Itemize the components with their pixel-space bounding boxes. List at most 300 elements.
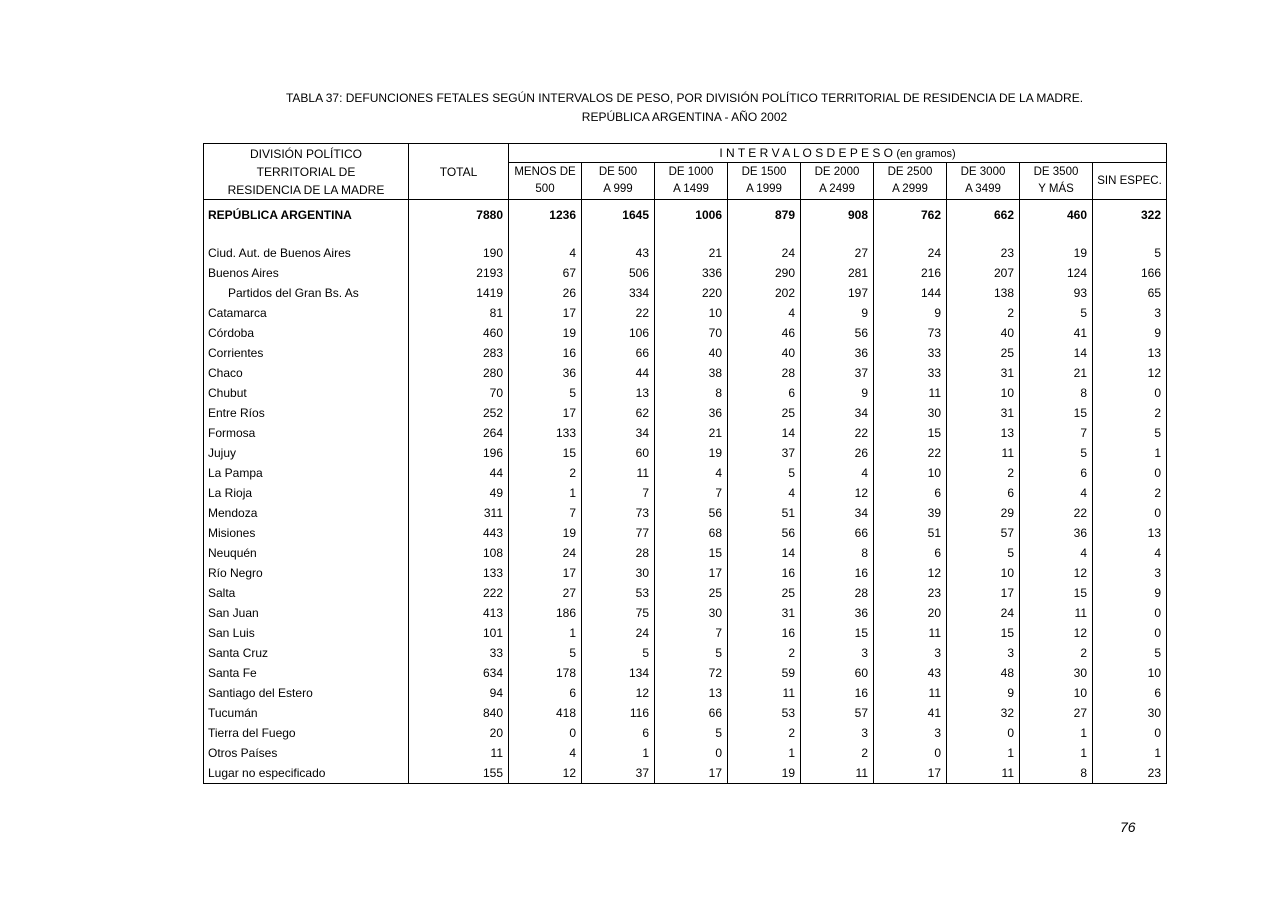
cell-value: 13 [1093, 343, 1167, 363]
cell-value: 186 [509, 603, 582, 623]
cell-value: 3 [874, 723, 947, 743]
cell-value: 15 [801, 623, 874, 643]
cell-value: 53 [582, 583, 655, 603]
cell-value: 73 [874, 323, 947, 343]
cell-value: 4 [509, 243, 582, 263]
cell-value: 30 [1020, 663, 1093, 683]
cell-value: 3 [801, 643, 874, 663]
table-row [204, 743, 1167, 763]
cell-value: 196 [409, 443, 509, 463]
cell-value: 1 [1020, 743, 1093, 763]
cell-value: 10 [655, 303, 728, 323]
row-label: Misiones [208, 526, 256, 540]
total-header-cell: TOTAL [409, 144, 509, 200]
cell-value: 43 [874, 663, 947, 683]
row-label: Otros Países [208, 746, 278, 760]
cell-value: 6 [509, 683, 582, 703]
cell-value: 840 [409, 703, 509, 723]
cell-value: 4 [801, 463, 874, 483]
cell-value: 2 [1020, 643, 1093, 663]
cell-value: 11 [874, 383, 947, 403]
cell-value: 4 [1093, 543, 1167, 563]
row-label: San Luis [208, 626, 255, 640]
cell-value: 3 [1093, 563, 1167, 583]
cell-value: 19 [655, 443, 728, 463]
cell-value: 17 [509, 563, 582, 583]
cell-value: 11 [728, 683, 801, 703]
cell-value: 1 [582, 743, 655, 763]
cell-value: 0 [1093, 383, 1167, 403]
cell-value: 1 [509, 623, 582, 643]
cell-value: 32 [947, 703, 1020, 723]
cell-value: 1236 [509, 200, 582, 231]
cell-value: 6 [947, 483, 1020, 503]
cell-value: 34 [801, 403, 874, 423]
cell-value: 19 [728, 763, 801, 784]
cell-value: 70 [409, 383, 509, 403]
cell-value: 1 [947, 743, 1020, 763]
cell-value: 72 [655, 663, 728, 683]
cell-value: 14 [728, 543, 801, 563]
cell-value: 27 [1020, 703, 1093, 723]
cell-value: 10 [947, 383, 1020, 403]
cell-value: 322 [1093, 200, 1167, 231]
cell-value: 24 [874, 243, 947, 263]
cell-value: 12 [874, 563, 947, 583]
cell-value: 634 [409, 663, 509, 683]
table-row [204, 723, 1167, 743]
cell-value: 21 [1020, 363, 1093, 383]
cell-value: 41 [874, 703, 947, 723]
cell-value: 178 [509, 663, 582, 683]
cell-value: 30 [582, 563, 655, 583]
table-title [203, 89, 1166, 127]
row-label: Jujuy [208, 446, 237, 460]
cell-value: 334 [582, 283, 655, 303]
cell-value: 16 [801, 683, 874, 703]
cell-value: 5 [1020, 443, 1093, 463]
cell-value: 7 [582, 483, 655, 503]
row-label: REPÚBLICA ARGENTINA [208, 208, 352, 222]
cell-value: 280 [409, 363, 509, 383]
cell-value: 10 [947, 563, 1020, 583]
row-label: Santa Fe [208, 666, 257, 680]
table-row [204, 443, 1167, 463]
cell-value: 283 [409, 343, 509, 363]
cell-value: 31 [947, 403, 1020, 423]
cell-value: 10 [874, 463, 947, 483]
interval-header-0: MENOS DE 500 [509, 163, 582, 200]
cell-value: 2 [728, 643, 801, 663]
cell-value: 34 [582, 423, 655, 443]
cell-value: 14 [728, 423, 801, 443]
cell-value: 77 [582, 523, 655, 543]
interval-header-2: DE 1000 A 1499 [655, 163, 728, 200]
cell-value: 24 [947, 603, 1020, 623]
cell-value: 134 [582, 663, 655, 683]
interval-header-6: DE 3000 A 3499 [947, 163, 1020, 200]
cell-value: 66 [801, 523, 874, 543]
cell-value: 5 [947, 543, 1020, 563]
row-label: La Rioja [208, 486, 253, 500]
table-row [204, 663, 1167, 683]
cell-value: 30 [655, 603, 728, 623]
cell-value: 4 [1020, 543, 1093, 563]
cell-value: 10 [1093, 663, 1167, 683]
cell-value: 24 [582, 623, 655, 643]
intervals-group-header [509, 144, 1167, 163]
cell-value: 56 [728, 523, 801, 543]
cell-value: 155 [409, 763, 509, 784]
table-row [204, 583, 1167, 603]
cell-value: 311 [409, 503, 509, 523]
row-label: Mendoza [208, 506, 258, 520]
cell-value: 21 [655, 423, 728, 443]
cell-value: 40 [655, 343, 728, 363]
cell-value: 3 [1093, 303, 1167, 323]
table-row [204, 283, 1167, 303]
cell-value: 38 [655, 363, 728, 383]
table-row [204, 463, 1167, 483]
cell-value: 27 [509, 583, 582, 603]
cell-value: 202 [728, 283, 801, 303]
interval-header-1: DE 500 A 999 [582, 163, 655, 200]
table-row [204, 603, 1167, 623]
cell-value: 252 [409, 403, 509, 423]
table-row [204, 523, 1167, 543]
cell-value: 12 [1020, 623, 1093, 643]
cell-value: 16 [801, 563, 874, 583]
cell-value: 7 [655, 623, 728, 643]
interval-header-7: DE 3500 Y MÁS [1020, 163, 1093, 200]
cell-value: 28 [728, 363, 801, 383]
cell-value: 108 [409, 543, 509, 563]
cell-value: 26 [509, 283, 582, 303]
cell-value: 22 [801, 423, 874, 443]
table-row [204, 763, 1167, 784]
cell-value: 48 [947, 663, 1020, 683]
cell-value: 56 [655, 503, 728, 523]
cell-value: 10 [1020, 683, 1093, 703]
cell-value: 30 [874, 403, 947, 423]
intervals-group-label: I N T E R V A L O S D E P E S O [719, 146, 893, 160]
row-label: Tierra del Fuego [208, 726, 296, 740]
cell-value: 24 [509, 543, 582, 563]
cell-value: 57 [801, 703, 874, 723]
table-row [204, 643, 1167, 663]
cell-value: 16 [728, 623, 801, 643]
cell-value: 12 [509, 763, 582, 784]
cell-value: 37 [582, 763, 655, 784]
cell-value: 15 [1020, 403, 1093, 423]
cell-value: 53 [728, 703, 801, 723]
cell-value: 25 [947, 343, 1020, 363]
cell-value: 460 [1020, 200, 1093, 231]
cell-value: 9 [874, 303, 947, 323]
cell-value: 26 [801, 443, 874, 463]
cell-value: 66 [582, 343, 655, 363]
cell-value: 7 [655, 483, 728, 503]
header-row-group [204, 144, 1167, 163]
cell-value: 62 [582, 403, 655, 423]
row-label: San Juan [208, 606, 259, 620]
cell-value: 133 [409, 563, 509, 583]
cell-value: 5 [509, 643, 582, 663]
cell-value: 443 [409, 523, 509, 543]
cell-value: 106 [582, 323, 655, 343]
cell-value: 216 [874, 263, 947, 283]
table-row [204, 263, 1167, 283]
row-label: Entre Ríos [208, 406, 265, 420]
cell-value: 17 [874, 763, 947, 784]
cell-value: 17 [655, 763, 728, 784]
cell-value: 207 [947, 263, 1020, 283]
cell-value: 40 [728, 343, 801, 363]
row-header-line2: TERRITORIAL DE [256, 164, 356, 179]
cell-value: 2 [947, 303, 1020, 323]
cell-value: 21 [655, 243, 728, 263]
cell-value: 29 [947, 503, 1020, 523]
cell-value: 11 [582, 463, 655, 483]
cell-value: 13 [582, 383, 655, 403]
cell-value: 12 [582, 683, 655, 703]
cell-value: 1645 [582, 200, 655, 231]
cell-value: 33 [409, 643, 509, 663]
cell-value: 662 [947, 200, 1020, 231]
cell-value: 94 [409, 683, 509, 703]
cell-value: 460 [409, 323, 509, 343]
cell-value: 28 [582, 543, 655, 563]
interval-header-5: DE 2500 A 2999 [874, 163, 947, 200]
cell-value: 8 [801, 543, 874, 563]
table-row [204, 303, 1167, 323]
cell-value: 31 [947, 363, 1020, 383]
table-row [204, 383, 1167, 403]
cell-value: 101 [409, 623, 509, 643]
cell-value: 22 [582, 303, 655, 323]
cell-value: 67 [509, 263, 582, 283]
cell-value: 908 [801, 200, 874, 231]
cell-value: 197 [801, 283, 874, 303]
row-label: Buenos Aires [208, 266, 279, 280]
table-row [204, 403, 1167, 423]
cell-value: 222 [409, 583, 509, 603]
cell-value: 11 [874, 623, 947, 643]
cell-value: 60 [582, 443, 655, 463]
cell-value: 2 [509, 463, 582, 483]
cell-value: 49 [409, 483, 509, 503]
cell-value: 1 [1093, 443, 1167, 463]
interval-header-3: DE 1500 A 1999 [728, 163, 801, 200]
title-line1: TABLA 37: DEFUNCIONES FETALES SEGÚN INTERVALOS DE PESO, POR DIVISIÓN POLÍTICO TERRITORIAL DE RESIDENCIA DE LA MADRE. [285, 91, 1084, 105]
cell-value: 36 [1020, 523, 1093, 543]
cell-value: 30 [1093, 703, 1167, 723]
cell-value: 36 [509, 363, 582, 383]
cell-value: 60 [801, 663, 874, 683]
cell-value: 36 [801, 603, 874, 623]
cell-value: 66 [655, 703, 728, 723]
cell-value: 336 [655, 263, 728, 283]
cell-value: 31 [728, 603, 801, 623]
cell-value: 2 [947, 463, 1020, 483]
table-header [204, 144, 1167, 200]
cell-value: 264 [409, 423, 509, 443]
cell-value: 19 [509, 523, 582, 543]
cell-value: 1 [728, 743, 801, 763]
cell-value: 4 [728, 303, 801, 323]
row-header-cell [204, 144, 409, 200]
cell-value: 1006 [655, 200, 728, 231]
cell-value: 0 [655, 743, 728, 763]
cell-value: 22 [1020, 503, 1093, 523]
row-label: Córdoba [208, 326, 255, 340]
cell-value: 14 [1020, 343, 1093, 363]
table-row [204, 323, 1167, 343]
cell-value: 5 [728, 463, 801, 483]
cell-value: 3 [947, 643, 1020, 663]
cell-value: 40 [947, 323, 1020, 343]
cell-value: 0 [1093, 463, 1167, 483]
cell-value: 2 [1093, 483, 1167, 503]
cell-value: 0 [874, 743, 947, 763]
cell-value: 17 [509, 303, 582, 323]
cell-value: 27 [801, 243, 874, 263]
interval-header-4: DE 2000 A 2499 [801, 163, 874, 200]
cell-value: 5 [1093, 423, 1167, 443]
cell-value: 37 [801, 363, 874, 383]
table-row [204, 683, 1167, 703]
table-row [204, 623, 1167, 643]
cell-value: 23 [1093, 763, 1167, 784]
cell-value: 59 [728, 663, 801, 683]
row-label: Ciud. Aut. de Buenos Aires [208, 246, 351, 260]
cell-value: 68 [655, 523, 728, 543]
cell-value: 879 [728, 200, 801, 231]
cell-value: 6 [728, 383, 801, 403]
cell-value: 9 [1093, 323, 1167, 343]
row-header-line3: RESIDENCIA DE LA MADRE [227, 182, 385, 197]
cell-value: 51 [874, 523, 947, 543]
page-number: 76 [1120, 819, 1136, 835]
cell-value: 6 [1093, 683, 1167, 703]
cell-value: 4 [509, 743, 582, 763]
cell-value: 4 [655, 463, 728, 483]
cell-value: 15 [874, 423, 947, 443]
cell-value: 51 [728, 503, 801, 523]
cell-value: 3 [874, 643, 947, 663]
cell-value: 13 [655, 683, 728, 703]
cell-value: 44 [409, 463, 509, 483]
row-label: Santa Cruz [208, 646, 269, 660]
cell-value: 8 [1020, 383, 1093, 403]
cell-value: 133 [509, 423, 582, 443]
cell-value: 6 [582, 723, 655, 743]
cell-value: 12 [1093, 363, 1167, 383]
cell-value: 25 [655, 583, 728, 603]
cell-value: 36 [655, 403, 728, 423]
cell-value: 44 [582, 363, 655, 383]
cell-value: 6 [874, 483, 947, 503]
cell-value: 138 [947, 283, 1020, 303]
cell-value: 70 [655, 323, 728, 343]
cell-value: 19 [509, 323, 582, 343]
title-line2: REPÚBLICA ARGENTINA - AÑO 2002 [581, 110, 788, 124]
cell-value: 144 [874, 283, 947, 303]
spacer-row [204, 230, 1167, 243]
cell-value: 1419 [409, 283, 509, 303]
row-label: Formosa [208, 426, 256, 440]
intervals-group-unit: (en gramos) [896, 148, 956, 160]
cell-value: 2 [801, 743, 874, 763]
cell-value: 9 [801, 303, 874, 323]
cell-value: 0 [1093, 723, 1167, 743]
cell-value: 7 [509, 503, 582, 523]
cell-value: 25 [728, 403, 801, 423]
cell-value: 33 [874, 363, 947, 383]
cell-value: 23 [874, 583, 947, 603]
cell-value: 25 [728, 583, 801, 603]
data-table [203, 143, 1167, 784]
cell-value: 124 [1020, 263, 1093, 283]
cell-value: 13 [947, 423, 1020, 443]
cell-value: 506 [582, 263, 655, 283]
cell-value: 116 [582, 703, 655, 723]
table-row [204, 483, 1167, 503]
cell-value: 4 [1020, 483, 1093, 503]
row-label: Lugar no especificado [208, 766, 326, 780]
interval-header-8: SIN ESPEC. [1093, 163, 1167, 200]
row-label: Neuquén [208, 546, 257, 560]
cell-value: 5 [655, 643, 728, 663]
cell-value: 9 [1093, 583, 1167, 603]
table-row [204, 543, 1167, 563]
cell-value: 11 [947, 763, 1020, 784]
cell-value: 8 [1020, 763, 1093, 784]
cell-value: 281 [801, 263, 874, 283]
cell-value: 20 [874, 603, 947, 623]
row-label: Salta [208, 586, 236, 600]
cell-value: 6 [874, 543, 947, 563]
cell-value: 15 [509, 443, 582, 463]
cell-value: 23 [947, 243, 1020, 263]
cell-value: 7 [1020, 423, 1093, 443]
cell-value: 39 [874, 503, 947, 523]
cell-value: 17 [947, 583, 1020, 603]
cell-value: 11 [409, 743, 509, 763]
table-row [204, 503, 1167, 523]
row-label: Catamarca [208, 306, 267, 320]
cell-value: 17 [509, 403, 582, 423]
cell-value: 1 [1093, 743, 1167, 763]
cell-value: 5 [1020, 303, 1093, 323]
cell-value: 41 [1020, 323, 1093, 343]
cell-value: 5 [1093, 643, 1167, 663]
table-row [204, 200, 1167, 231]
cell-value: 0 [1093, 623, 1167, 643]
cell-value: 24 [728, 243, 801, 263]
cell-value: 20 [409, 723, 509, 743]
cell-value: 11 [947, 443, 1020, 463]
cell-value: 762 [874, 200, 947, 231]
cell-value: 15 [947, 623, 1020, 643]
cell-value: 5 [1093, 243, 1167, 263]
cell-value: 11 [801, 763, 874, 784]
row-label: La Pampa [208, 466, 263, 480]
cell-value: 5 [582, 643, 655, 663]
cell-value: 19 [1020, 243, 1093, 263]
cell-value: 2 [1093, 403, 1167, 423]
cell-value: 9 [801, 383, 874, 403]
